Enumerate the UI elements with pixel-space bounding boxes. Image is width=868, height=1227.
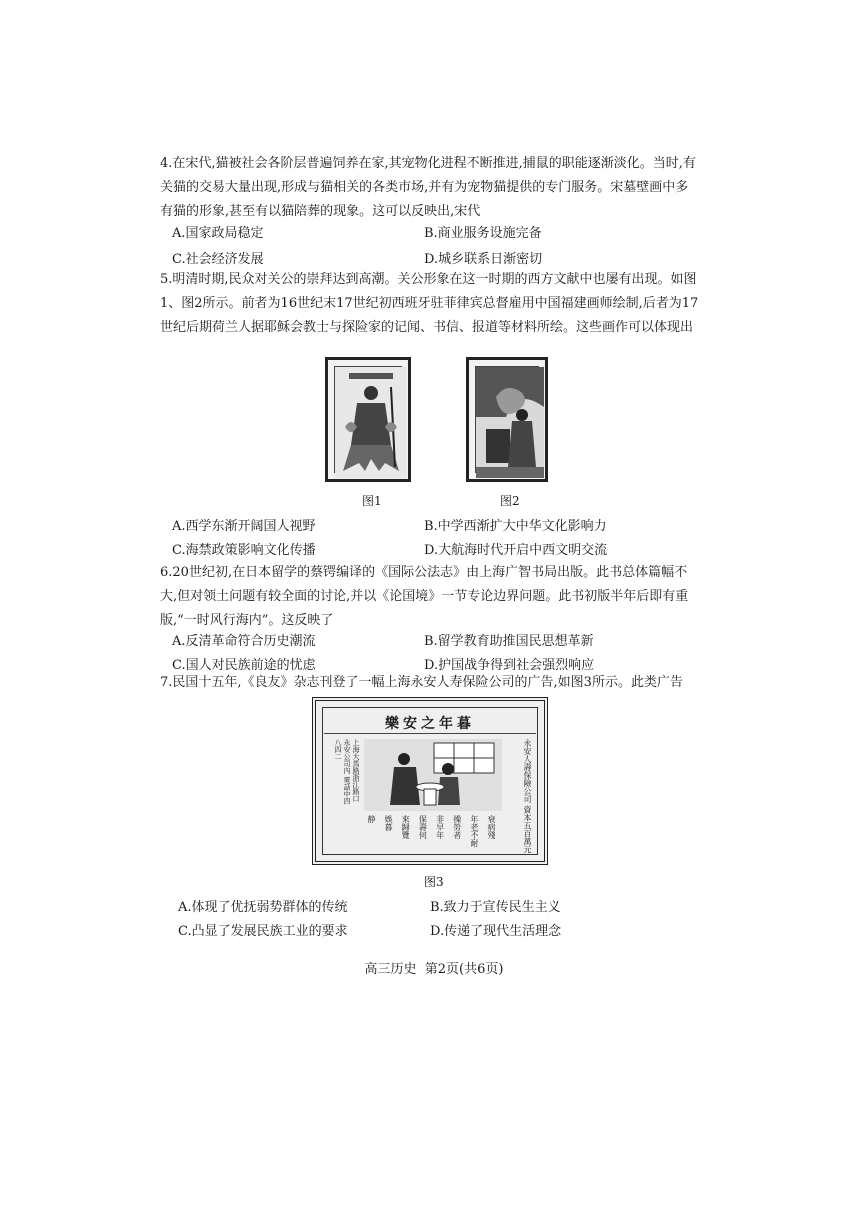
question-4 xyxy=(160,152,700,224)
ad-column: 來歸覽 xyxy=(401,815,411,839)
dutch-engraving-icon xyxy=(476,367,544,478)
page-footer: 高三历史 第2页(共6页) xyxy=(364,962,504,977)
q6-option-c[interactable]: C.国人对民族前途的忧虑 xyxy=(172,658,316,673)
figure-2-caption: 图2 xyxy=(500,494,520,508)
ad-address: 上海大馬路浙江路口 永安公司內 電話中四八四二 xyxy=(334,739,360,805)
question-7 xyxy=(160,671,700,695)
q4-option-c[interactable]: C.社会经济发展 xyxy=(172,252,264,267)
question-5-stem: 5.明清时期,民众对关公的崇拜达到高潮。关公形象在这一时期的西方文献中也屡有出现。如图1、图2所示。前者为16世纪末17世纪初西班牙驻菲律宾总督雇用中国福建画师绘制,后者为17世纪后期荷兰人据耶稣会教士与探险家的记闻、书信、报道等材料所绘。这些画作可以体现出 xyxy=(160,272,699,335)
guan-gong-painting-icon xyxy=(335,367,407,478)
question-6-stem: 6.20世纪初,在日本留学的蔡锷编译的《国际公法志》由上海广智书局出版。此书总体篇幅不大,但对领土问题有较全面的讨论,并以《论国境》一节专论边界问题。此书初版半年后即有重版,“一时风行海内”。这反映了 xyxy=(160,565,689,628)
ad-column: 操勞者 xyxy=(452,815,462,839)
question-6 xyxy=(160,561,700,633)
ad-column: 娛暮 xyxy=(384,815,394,831)
q5-option-b[interactable]: B.中学西渐扩大中华文化影响力 xyxy=(424,519,607,534)
ad-column: 衰病殘 xyxy=(486,815,496,839)
q4-option-b[interactable]: B.商业服务设施完备 xyxy=(424,226,542,241)
q7-option-a[interactable]: A.体现了优抚弱势群体的传统 xyxy=(178,900,348,915)
q5-option-a[interactable]: A.西学东渐开阔国人视野 xyxy=(172,519,316,534)
q7-option-b[interactable]: B.致力于宣传民生主义 xyxy=(430,900,561,915)
ad-company-name: 永安人壽保險公司 資本五百萬元 xyxy=(523,739,532,854)
q5-option-c[interactable]: C.海禁政策影响文化传播 xyxy=(172,543,316,558)
q5-option-d[interactable]: D.大航海时代开启中西文明交流 xyxy=(424,543,608,558)
figure-1-image xyxy=(325,357,411,482)
q4-option-d[interactable]: D.城乡联系日渐密切 xyxy=(424,252,543,267)
figure-2-image xyxy=(466,357,548,482)
ad-column: 保壽何 xyxy=(418,815,428,839)
ad-slogan-columns xyxy=(366,815,496,855)
q7-option-c[interactable]: C.凸显了发展民族工业的要求 xyxy=(178,924,348,939)
q6-option-b[interactable]: B.留学教育助推国民思想革新 xyxy=(424,634,594,649)
elderly-couple-illustration-icon xyxy=(364,739,502,811)
q6-option-d[interactable]: D.护国战争得到社会强烈响应 xyxy=(424,658,595,673)
question-4-stem: 4.在宋代,猫被社会各阶层普遍饲养在家,其宠物化进程不断推进,捕鼠的职能逐渐淡化。当时,有关猫的交易大量出现,形成与猫相关的各类市场,并有为宠物猫提供的专门服务。宋墓壁画中多有猫的形象,甚至有以猫陪葬的现象。这可以反映出,宋代 xyxy=(160,156,696,219)
figure-3-caption: 图3 xyxy=(424,875,444,889)
q4-option-a[interactable]: A.国家政局稳定 xyxy=(172,226,264,241)
q6-option-a[interactable]: A.反清革命符合历史潮流 xyxy=(172,634,316,649)
figure-1-caption: 图1 xyxy=(362,494,382,508)
q7-option-d[interactable]: D.传递了现代生活理念 xyxy=(430,924,562,939)
question-7-stem: 7.民国十五年,《良友》杂志刊登了一幅上海永安人寿保险公司的广告,如图3所示。此类广告 xyxy=(160,675,683,690)
ad-title: 樂安之年暮 xyxy=(385,716,475,732)
question-5 xyxy=(160,268,700,340)
ad-column: 年老不耐 xyxy=(469,815,479,847)
ad-column: 静 xyxy=(367,815,376,823)
ad-column: 非早年 xyxy=(435,815,445,839)
figure-3-advertisement xyxy=(312,697,548,865)
